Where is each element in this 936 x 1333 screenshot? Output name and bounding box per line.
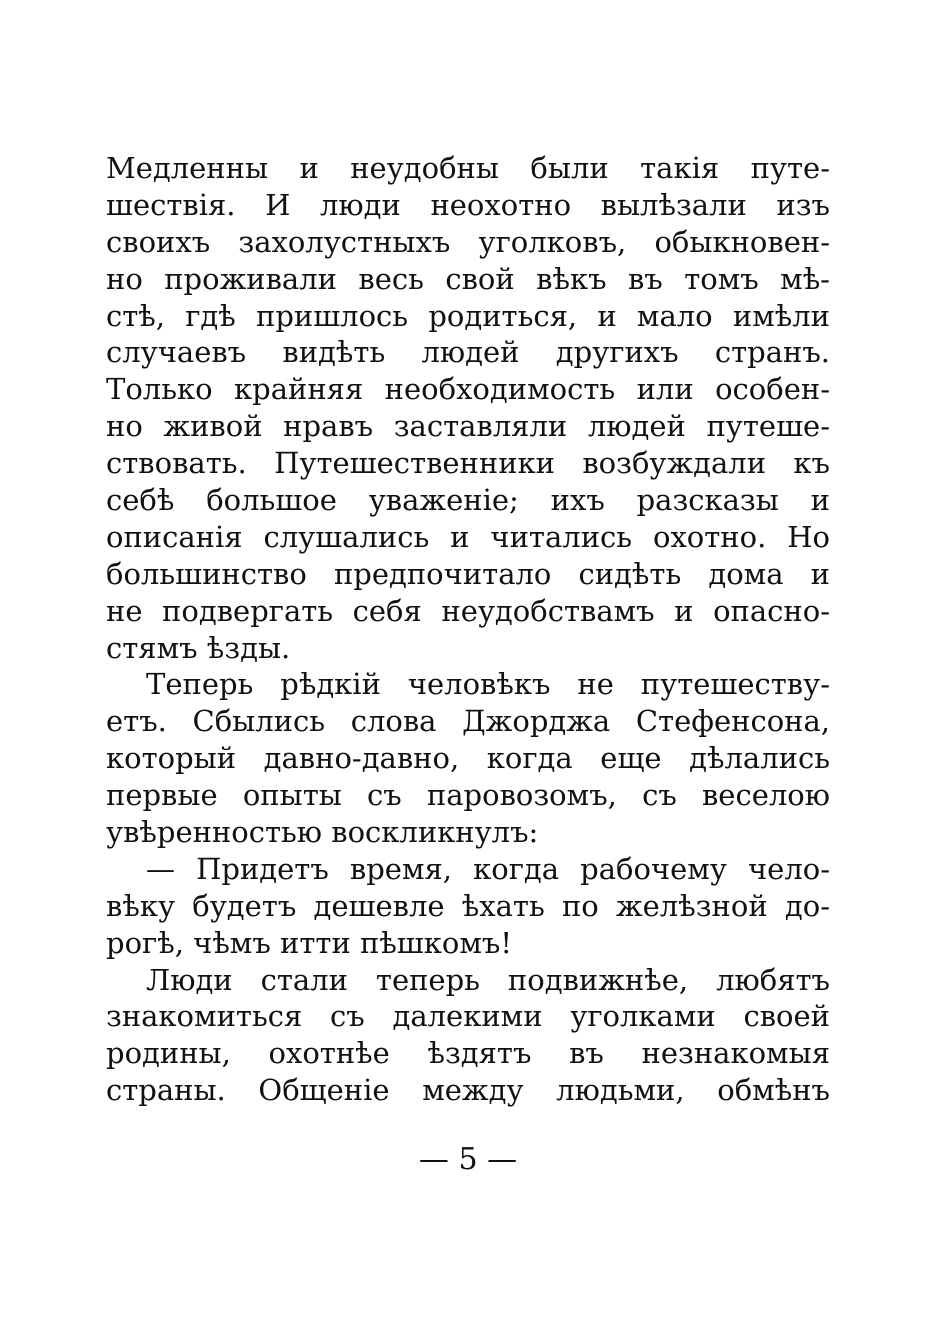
text-line: но живой нравъ заставляли людей путеше- [106, 409, 830, 444]
text-line: рогѣ, чѣмъ итти пѣшкомъ! [106, 925, 513, 960]
text-line: не подвергать себя неудобствамъ и опасно- [106, 593, 830, 628]
text-line: етъ. Сбылись слова Джорджа Стефенсона, [106, 704, 830, 739]
text-line: страны. Общеніе между людьми, обмѣнъ [106, 1073, 830, 1108]
text-line: родины, охотнѣе ѣздятъ въ незнакомыя [106, 1036, 830, 1071]
text-line: описанія слушались и читались охотно. Но [106, 519, 830, 554]
body-text [106, 150, 830, 1109]
text-line: Медленны и неудобны были такія путе- [106, 151, 830, 185]
text-line: который давно-давно, когда еще дѣлались [106, 741, 830, 776]
text-line: стямъ ѣзды. [106, 630, 291, 665]
text-line: шествія. И люди неохотно вылѣзали изъ [106, 187, 830, 222]
text-line: Теперь рѣдкій человѣкъ не путешеству- [146, 667, 830, 702]
text-line: вѣку будетъ дешевле ѣхать по желѣзной до- [106, 888, 830, 923]
text-line: случаевъ видѣть людей другихъ странъ. [106, 335, 830, 370]
text-line: но проживали весь свой вѣкъ въ томъ мѣ- [106, 261, 830, 296]
text-line: знакомиться съ далекими уголками своей [106, 999, 830, 1034]
text-line: себѣ большое уваженіе; ихъ разсказы и [106, 483, 830, 518]
text-line: Только крайняя необходимость или особен- [106, 372, 830, 407]
text-line: большинство предпочитало сидѣть дома и [106, 556, 830, 591]
page-number: — 5 — [418, 1142, 518, 1177]
text-line: своихъ захолустныхъ уголковъ, обыкновен- [106, 224, 830, 259]
text-line: — Придетъ время, когда рабочему чело- [146, 851, 830, 886]
text-line: ствовать. Путешественники возбуждали къ [106, 446, 830, 481]
text-line: Люди стали теперь подвижнѣе, любятъ [146, 962, 830, 997]
text-line: увѣренностью воскликнулъ: [106, 815, 539, 850]
text-line: первые опыты съ паровозомъ, съ веселою [106, 778, 830, 813]
text-line: стѣ, гдѣ пришлось родиться, и мало имѣли [106, 298, 830, 333]
